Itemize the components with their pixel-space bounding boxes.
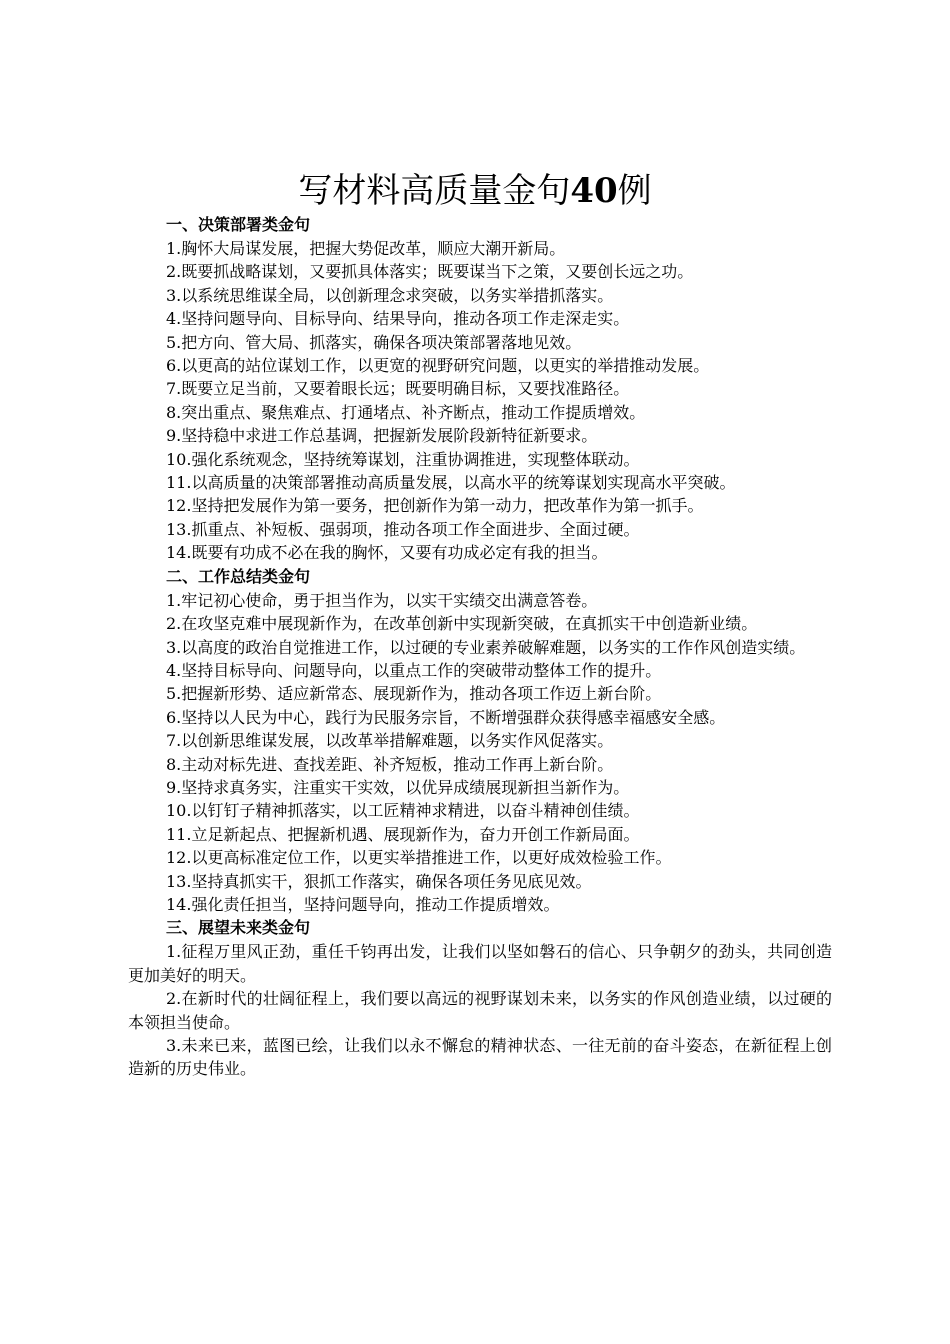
list-item: 6.以更高的站位谋划工作，以更宽的视野研究问题，以更实的举措推动发展。 [166, 356, 710, 376]
document-body [128, 213, 832, 1081]
list-item: 14.强化责任担当，坚持问题导向，推动工作提质增效。 [166, 894, 560, 914]
list-item: 2.在攻坚克难中展现新作为，在改革创新中实现新突破，在真抓实干中创造新业绩。 [166, 614, 758, 634]
list-item: 10.以钉钉子精神抓落实，以工匠精神求精进，以奋斗精神创佳绩。 [166, 801, 640, 821]
list-item: 6.坚持以人民为中心，践行为民服务宗旨，不断增强群众获得感幸福感安全感。 [166, 707, 726, 727]
list-item: 12.坚持把发展作为第一要务，把创新作为第一动力，把改革作为第一抓手。 [166, 496, 704, 516]
list-item: 9.坚持求真务实，注重实干实效，以优异成绩展现新担当新作为。 [166, 777, 630, 797]
list-item: 3.以高度的政治自觉推进工作，以过硬的专业素养破解难题，以务实的工作作风创造实绩。 [166, 637, 806, 657]
list-item: 12.以更高标准定位工作，以更实举措推进工作，以更好成效检验工作。 [166, 848, 672, 868]
list-item: 13.坚持真抓实干，狠抓工作落实，确保各项任务见底见效。 [166, 871, 592, 891]
list-item: 3.以系统思维谋全局，以创新理念求突破，以务实举措抓落实。 [166, 285, 614, 305]
list-item: 14.既要有功成不必在我的胸怀，又要有功成必定有我的担当。 [166, 543, 608, 563]
list-item: 5.把握新形势、适应新常态、展现新作为，推动各项工作迈上新台阶。 [166, 684, 662, 704]
list-item: 3.未来已来，蓝图已绘，让我们以永不懈怠的精神状态、一往无前的奋斗姿态，在新征程上创造新的历史伟业。 [128, 1036, 832, 1079]
list-item: 2.在新时代的壮阔征程上，我们要以高远的视野谋划未来，以务实的作风创造业绩，以过硬的本领担当使命。 [128, 989, 832, 1032]
list-item: 1.牢记初心使命，勇于担当作为，以实干实绩交出满意答卷。 [166, 590, 598, 610]
list-item: 9.坚持稳中求进工作总基调，把握新发展阶段新特征新要求。 [166, 426, 598, 446]
list-item: 2.既要抓战略谋划，又要抓具体落实；既要谋当下之策，又要创长远之功。 [166, 262, 694, 282]
section-heading: 三、展望未来类金句 [166, 918, 311, 938]
document-title [0, 168, 950, 214]
list-item: 11.立足新起点、把握新机遇、展现新作为，奋力开创工作新局面。 [166, 824, 640, 844]
list-item: 10.强化系统观念，坚持统筹谋划，注重协调推进，实现整体联动。 [166, 449, 640, 469]
list-item: 13.抓重点、补短板、强弱项，推动各项工作全面进步、全面过硬。 [166, 519, 640, 539]
list-item: 7.以创新思维谋发展，以改革举措解难题，以务实作风促落实。 [166, 731, 614, 751]
list-item: 8.突出重点、聚焦难点、打通堵点、补齐断点，推动工作提质增效。 [166, 402, 646, 422]
list-item: 5.把方向、管大局、抓落实，确保各项决策部署落地见效。 [166, 332, 582, 352]
title-suffix: 例 [617, 171, 652, 211]
list-item: 1.征程万里风正劲，重任千钧再出发，让我们以坚如磐石的信心、只争朝夕的劲头，共同创造更加美好的明天。 [128, 942, 832, 985]
list-item: 11.以高质量的决策部署推动高质量发展，以高水平的统筹谋划实现高水平突破。 [166, 473, 736, 493]
section-heading: 二、工作总结类金句 [166, 566, 311, 586]
title-text: 写材料高质量金句 [298, 171, 571, 211]
section-heading: 一、决策部署类金句 [166, 215, 311, 234]
list-item: 8.主动对标先进、查找差距、补齐短板，推动工作再上新台阶。 [166, 754, 614, 774]
title-number: 40 [570, 171, 618, 211]
list-item: 4.坚持目标导向、问题导向，以重点工作的突破带动整体工作的提升。 [166, 660, 662, 680]
list-item: 1.胸怀大局谋发展，把握大势促改革，顺应大潮开新局。 [166, 239, 566, 258]
list-item: 4.坚持问题导向、目标导向、结果导向，推动各项工作走深走实。 [166, 309, 630, 329]
list-item: 7.既要立足当前，又要着眼长远；既要明确目标，又要找准路径。 [166, 379, 630, 399]
